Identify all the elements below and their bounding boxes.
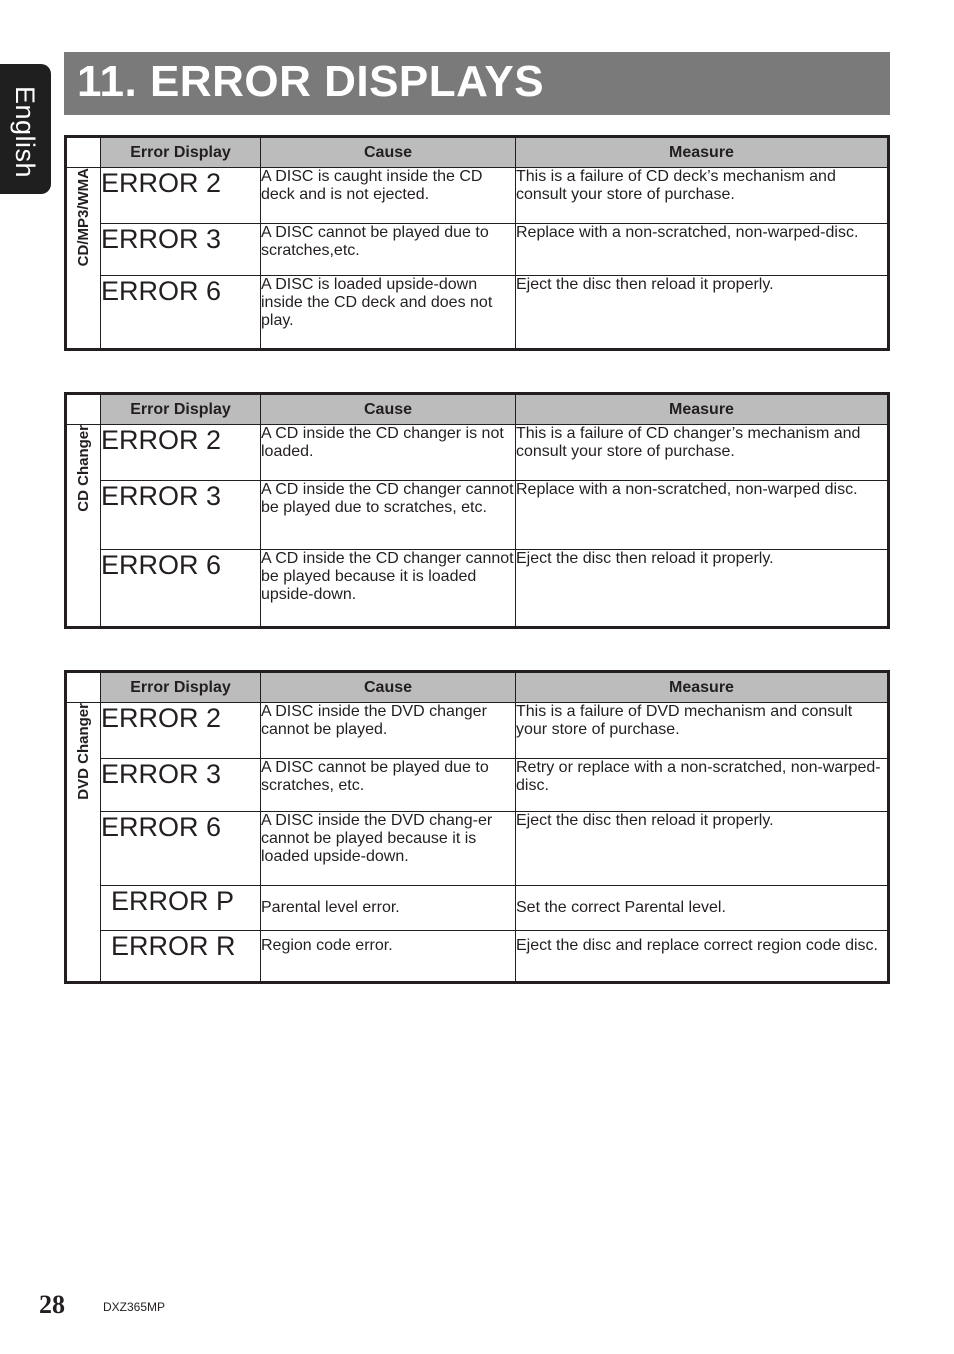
cause-text: A CD inside the CD changer cannot be played due to scratches, etc. — [261, 481, 516, 550]
category-cell — [66, 425, 101, 628]
header-corner — [66, 672, 101, 703]
table-row — [66, 168, 889, 224]
category-label: CD Changer — [75, 425, 92, 512]
error-code: ERROR 3 — [101, 759, 261, 812]
error-code: ERROR P — [101, 886, 261, 931]
measure-text: Eject the disc and replace correct region code disc. — [516, 931, 889, 983]
category-cell — [66, 703, 101, 983]
category-cell — [66, 168, 101, 350]
page-number: 28 — [39, 1290, 65, 1319]
error-code: ERROR 2 — [101, 703, 261, 759]
header-cause: Cause — [261, 672, 516, 703]
cause-text: A DISC inside the DVD changer cannot be played. — [261, 703, 516, 759]
measure-text: Eject the disc then reload it properly. — [516, 550, 889, 628]
table-row — [66, 224, 889, 276]
error-code: ERROR 6 — [101, 812, 261, 886]
header-corner — [66, 394, 101, 425]
table-row — [66, 550, 889, 628]
table-row — [66, 425, 889, 481]
measure-text: Eject the disc then reload it properly. — [516, 276, 889, 350]
table-row — [66, 886, 889, 931]
cause-text: A DISC is loaded upside-down inside the CD deck and does not play. — [261, 276, 516, 350]
measure-text: Eject the disc then reload it properly. — [516, 812, 889, 886]
cause-text: A DISC cannot be played due to scratches, etc. — [261, 759, 516, 812]
page-title: 11. ERROR DISPLAYS — [77, 57, 545, 106]
measure-text: Retry or replace with a non-scratched, non-warped-disc. — [516, 759, 889, 812]
cause-text: A CD inside the CD changer is not loaded. — [261, 425, 516, 481]
measure-text: Replace with a non-scratched, non-warped disc. — [516, 481, 889, 550]
error-table-dvd-changer — [64, 670, 890, 984]
cause-text: A DISC is caught inside the CD deck and is not ejected. — [261, 168, 516, 224]
error-code: ERROR 2 — [101, 425, 261, 481]
table-header-row — [66, 137, 889, 168]
table-row — [66, 703, 889, 759]
error-table-cd-mp3-wma — [64, 135, 890, 351]
error-code: ERROR 2 — [101, 168, 261, 224]
header-error-display: Error Display — [101, 394, 261, 425]
table-row — [66, 276, 889, 350]
error-code: ERROR 6 — [101, 550, 261, 628]
header-error-display: Error Display — [101, 672, 261, 703]
table-row — [66, 931, 889, 983]
model-number: DXZ365MP — [103, 1300, 166, 1314]
cause-text: A DISC cannot be played due to scratches,etc. — [261, 224, 516, 276]
table-row — [66, 812, 889, 886]
error-table-cd-changer — [64, 392, 890, 629]
error-code: ERROR R — [101, 931, 261, 983]
measure-text: This is a failure of CD deck’s mechanism and consult your store of purchase. — [516, 168, 889, 224]
measure-text: Replace with a non-scratched, non-warped-disc. — [516, 224, 889, 276]
table-header-row — [66, 672, 889, 703]
category-label: CD/MP3/WMA — [75, 168, 92, 267]
error-code: ERROR 3 — [101, 481, 261, 550]
header-measure: Measure — [516, 137, 889, 168]
cause-text: Parental level error. — [261, 886, 516, 931]
cause-text: A DISC inside the DVD chang-er cannot be played because it is loaded upside-down. — [261, 812, 516, 886]
header-measure: Measure — [516, 394, 889, 425]
header-cause: Cause — [261, 137, 516, 168]
table-header-row — [66, 394, 889, 425]
error-code: ERROR 3 — [101, 224, 261, 276]
language-tab-label: English — [10, 86, 40, 179]
table-row — [66, 481, 889, 550]
table-row — [66, 759, 889, 812]
measure-text: This is a failure of CD changer’s mechanism and consult your store of purchase. — [516, 425, 889, 481]
language-tab — [0, 64, 51, 194]
category-label: DVD Changer — [75, 703, 92, 800]
error-code: ERROR 6 — [101, 276, 261, 350]
cause-text: A CD inside the CD changer cannot be played because it is loaded upside-down. — [261, 550, 516, 628]
cause-text: Region code error. — [261, 931, 516, 983]
measure-text: This is a failure of DVD mechanism and consult your store of purchase. — [516, 703, 889, 759]
header-cause: Cause — [261, 394, 516, 425]
title-bar — [64, 52, 890, 115]
header-measure: Measure — [516, 672, 889, 703]
measure-text: Set the correct Parental level. — [516, 886, 889, 931]
header-error-display: Error Display — [101, 137, 261, 168]
header-corner — [66, 137, 101, 168]
